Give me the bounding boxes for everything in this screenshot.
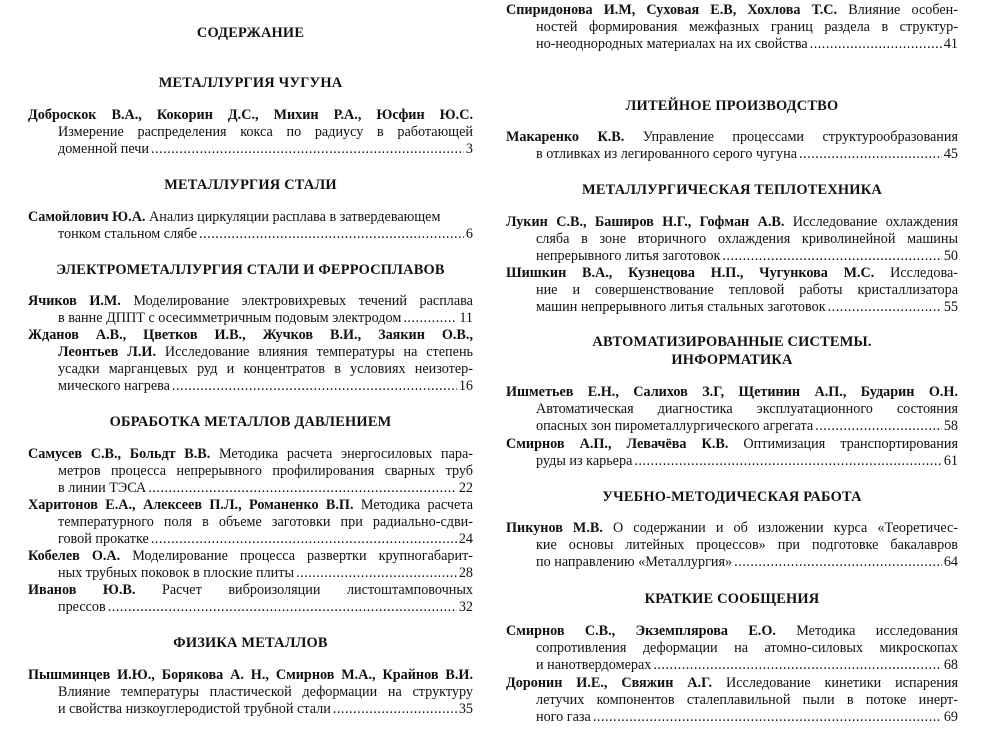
entry-text [58,141,149,158]
entry-line [28,107,473,124]
article-title-text: ностей формирования межфазных границ раздела в структур- [536,19,958,35]
entry-line [28,293,473,310]
entry-line [506,675,958,692]
dot-leader [199,226,464,243]
toc-entry[interactable] [506,436,958,470]
article-title-text: Моделирование электровихревых течений расплава [120,293,473,309]
entry-line [28,701,473,718]
author-names: Жданов А.В., Цветков И.В., Жучков В.И., Заякин О.В., [28,327,473,343]
entry-line [28,310,473,327]
dot-leader [722,248,941,265]
entry-line [28,514,473,531]
entry-text [536,657,651,674]
dot-leader [151,141,464,158]
entry-line [506,36,958,53]
section-heading: ИНФОРМАТИКА [671,352,793,368]
entry-text [536,299,826,316]
section-heading: ОБРАБОТКА МЕТАЛЛОВ ДАВЛЕНИЕМ [109,414,392,430]
dot-leader [799,146,942,163]
entry-line [28,446,473,463]
entry-text [536,709,591,726]
toc-entry[interactable] [28,582,473,616]
entry-line [28,684,473,701]
page-number: 55 [943,299,958,315]
entry-line [28,548,473,565]
entry-line [506,709,958,726]
entry-line [506,282,958,299]
entry-line [506,248,958,265]
author-names: Ячиков И.М. [28,293,121,309]
article-title-text: Методика расчета энергосиловых пара- [210,446,473,462]
dot-leader [108,599,457,616]
section-heading: ЛИТЕЙНОЕ ПРОИЗВОДСТВО [625,98,839,114]
article-title-text: усадки марганцевых руд и концентратов в условиях неизотер- [58,361,473,377]
article-title-text: непрерывного литья заготовок [536,248,721,264]
page-number: 22 [458,480,473,496]
toc-entry[interactable] [506,675,958,726]
author-names: Доронин И.Е., Свяжин А.Г. [506,675,713,691]
author-names: Харитонов Е.А., Алексеев П.Л., Романенко В.П. [28,497,354,513]
article-title-text: Влияние особен- [837,2,958,18]
toc-entry[interactable] [506,214,958,265]
author-names: Спиридонова И.М, Суховая Е.В, Хохлова Т.С. [506,2,838,18]
entry-line [506,436,958,453]
entry-line [506,146,958,163]
article-title-text: сопротивления деформации на атомно-силовых микроскопах [536,640,958,656]
toc-entry[interactable] [28,209,473,243]
author-names: Самусев С.В., Больдт В.В. [28,446,211,462]
entry-line [506,401,958,418]
entry-line [506,623,958,640]
author-names: Пышминцев И.Ю., Борякова А. Н., Смирнов М.А., Крайнов В.И. [28,667,473,683]
entry-line [506,537,958,554]
page-number: 50 [943,248,958,264]
dot-leader [151,531,457,548]
entry-line [506,418,958,435]
entry-line [28,582,473,599]
entry-line [506,265,958,282]
section-heading: АВТОМАТИЗИРОВАННЫЕ СИСТЕМЫ. [592,334,872,350]
article-title-text: температурного поля в объеме заготовки при радиально-сдви- [58,514,473,530]
entry-text [58,378,170,395]
article-title-text: в линии ТЭСА [58,480,147,496]
dot-leader [828,299,942,316]
page-number: 64 [943,554,958,570]
entry-line [506,554,958,571]
article-title-text: ние и совершенствование тепловой работы кристаллизатора [536,282,958,298]
entry-text [536,248,720,265]
article-title-text: Автоматическая диагностика эксплуатационного состояния [536,401,958,417]
page-number: 11 [459,310,473,326]
page-number: 61 [943,453,958,469]
entry-line [506,299,958,316]
section-heading: КРАТКИЕ СООБЩЕНИЯ [644,591,820,607]
entry-line [28,226,473,243]
article-title-text: Исследование охлаждения [784,214,958,230]
section-heading: УЧЕБНО-МЕТОДИЧЕСКАЯ РАБОТА [602,489,862,505]
page-number: 68 [943,657,958,673]
author-names: Самойлович Ю.А. [28,209,146,225]
article-title-text: кие основы литейных процессов» при подготовке бакалавров [536,537,958,553]
entry-line [506,384,958,401]
entry-line [28,565,473,582]
article-title-text: Измерение распределения кокса по радиусу в работающей [58,124,473,140]
page-number: 28 [458,565,473,581]
entry-line [28,531,473,548]
article-title-text: летучих компонентов сталеплавильной пыли в потоке инерт- [536,692,958,708]
toc-entry[interactable] [28,497,473,548]
article-title-text: опасных зон пирометаллургического агрегата [536,418,814,434]
page-number: 41 [943,36,958,52]
entry-line [28,344,473,361]
dot-leader [815,418,942,435]
page-number: 58 [943,418,958,434]
dot-leader [734,554,942,571]
page-number: 16 [458,378,473,394]
article-title-text: Оптимизация транспортирования [728,436,958,452]
entry-line [506,129,958,146]
page-number: 35 [458,701,473,717]
article-title-text: Методика расчета [353,497,473,513]
entry-line [506,453,958,470]
article-title-text: Моделирование процесса развертки крупногабарит- [120,548,473,564]
entry-line [506,214,958,231]
article-title-text: мического нагрева [58,378,170,394]
entry-text [58,701,331,718]
toc-entry[interactable] [28,107,473,158]
entry-text [536,453,632,470]
article-title-text: Исследование кинетики испарения [712,675,958,691]
toc-entry[interactable] [506,2,958,53]
entry-line [28,599,473,616]
dot-leader [634,453,941,470]
entry-text [536,146,797,163]
author-names: Кобелев О.А. [28,548,121,564]
article-title-text: и свойства низкоуглеродистой трубной стали [58,701,331,717]
dot-leader [172,378,457,395]
article-title-text: Расчет виброизоляции листоштамповочных [135,582,473,598]
article-title-text: тонком стальном слябе [58,226,198,242]
page-number: 24 [458,531,473,547]
author-names: Иванов Ю.В. [28,582,136,598]
entry-line [28,327,473,344]
article-title-text: Исследование влияния температуры на степень [156,344,473,360]
article-title-text: и нанотвердомерах [536,657,652,673]
article-title-text: метров процесса непрерывного профилирования сварных труб [58,463,473,479]
entry-line [28,141,473,158]
article-title-text: Управление процессами структурообразования [624,129,958,145]
article-title-text: машин непрерывного литья стальных заготовок [536,299,826,315]
dot-leader [810,36,942,53]
section-heading: ЭЛЕКТРОМЕТАЛЛУРГИЯ СТАЛИ И ФЕРРОСПЛАВОВ [56,262,445,278]
article-title-text: прессов [58,599,106,615]
toc-entry[interactable] [506,265,958,316]
toc-entry[interactable] [506,129,958,163]
section-heading: МЕТАЛЛУРГИЧЕСКАЯ ТЕПЛОТЕХНИКА [582,182,882,198]
author-names: Пикунов М.В. [506,520,603,536]
article-title-text: сляба в зоне вторичного охлаждения криволинейной машины [536,231,958,247]
entry-line [28,209,473,226]
entry-line [506,692,958,709]
entry-text [58,599,106,616]
author-names: Смирнов А.П., Левачёва К.В. [506,436,729,452]
entry-line [28,497,473,514]
toc-entry[interactable] [506,520,958,571]
author-names: Лукин С.В., Баширов Н.Г., Гофман А.В. [506,214,785,230]
page-number: 69 [943,709,958,725]
article-title-text: руды из карьера [536,453,633,469]
entry-text [536,554,732,571]
entry-text [58,226,197,243]
entry-line [506,640,958,657]
entry-text [58,531,149,548]
page-number: 45 [943,146,958,162]
article-title-text: ного газа [536,709,591,725]
toc-entry[interactable] [28,667,473,718]
author-names: Смирнов С.В., Экземплярова Е.О. [506,623,776,639]
entry-line [506,2,958,19]
section-heading: СОДЕРЖАНИЕ [196,25,305,41]
dot-leader [653,657,941,674]
article-title-text: Исследова- [874,265,958,281]
entry-text [58,480,146,497]
author-names: Леонтьев Л.И. [58,344,157,360]
entry-line [506,520,958,537]
entry-text [58,565,294,582]
entry-line [506,231,958,248]
article-title-text: Методика исследования [775,623,958,639]
entry-line [28,667,473,684]
section-heading: МЕТАЛЛУРГИЯ ЧУГУНА [158,75,343,91]
page-number: 3 [465,141,473,157]
toc-entry[interactable] [28,446,473,497]
toc-entry[interactable] [28,293,473,327]
author-names: Доброскок В.А., Кокорин Д.С., Михин Р.А., Юсфин Ю.С. [28,107,473,123]
article-title-text: Влияние температуры пластической деформации на структуру [58,684,473,700]
dot-leader [296,565,457,582]
article-title-text: в ванне ДППТ с осесимметричным подовым электродом [58,310,402,326]
article-title-text: доменной печи [58,141,149,157]
article-title-text: ных трубных поковок в плоские плиты [58,565,295,581]
entry-line [28,361,473,378]
entry-line [28,463,473,480]
entry-line [506,657,958,674]
dot-leader [403,310,457,327]
article-title-text: в отливках из легированного серого чугуна [536,146,797,162]
article-title-text: говой прокатке [58,531,149,547]
author-names: Ишметьев Е.Н., Салихов З.Г, Щетинин А.П., Бударин О.Н. [506,384,958,400]
article-title-text: по направлению «Металлургия» [536,554,733,570]
entry-line [28,378,473,395]
page-number: 32 [458,599,473,615]
toc-entry[interactable] [28,548,473,582]
article-title-text: О содержании и об изложении курса «Теоретичес- [602,520,958,536]
entry-line [506,19,958,36]
entry-text [536,418,813,435]
author-names: Макаренко К.В. [506,129,625,145]
entry-text [58,310,401,327]
section-heading: ФИЗИКА МЕТАЛЛОВ [173,635,328,651]
toc-entry[interactable] [506,384,958,435]
article-title-text: но-неоднородных материалах на их свойства [536,36,808,52]
article-title-text: Анализ циркуляции расплава в затвердевающем [145,209,441,225]
section-heading: МЕТАЛЛУРГИЯ СТАЛИ [164,177,337,193]
toc-entry[interactable] [506,623,958,674]
dot-leader [148,480,457,497]
dot-leader [333,701,457,718]
entry-line [28,124,473,141]
page-number: 6 [465,226,473,242]
entry-text [536,36,808,53]
dot-leader [593,709,942,726]
author-names: Шишкин В.А., Кузнецова Н.П., Чугункова М.С. [506,265,875,281]
entry-line [28,480,473,497]
toc-entry[interactable] [28,327,473,395]
